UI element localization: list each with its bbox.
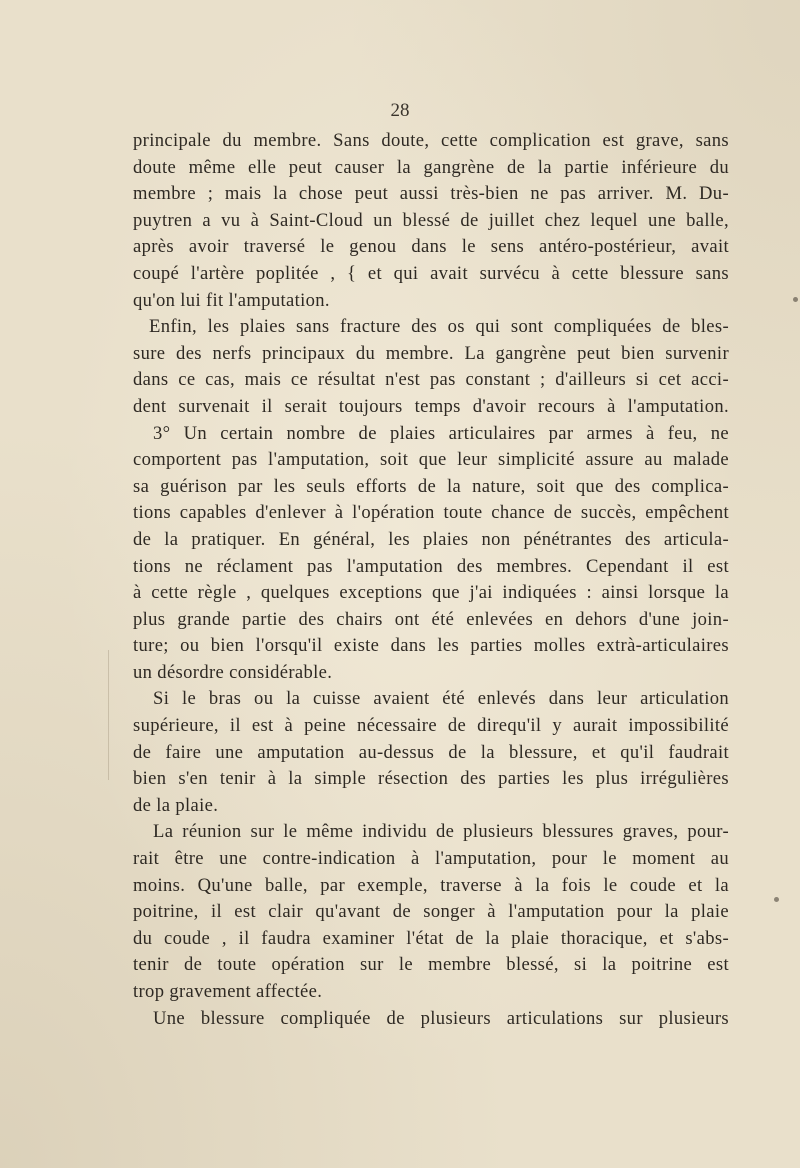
text-line: tenir de toute opération sur le membre blessé, si la poitrine est (133, 954, 729, 976)
text-line: doute même elle peut causer la gangrène de la partie inférieure du (133, 156, 729, 178)
text-line: qu'on lui fit l'amputation. (133, 289, 330, 311)
margin-speck (774, 897, 779, 902)
text-line: plus grande partie des chairs ont été enlevées en dehors d'une join- (133, 608, 729, 630)
paper-crease (108, 650, 109, 780)
text-line: dent survenait il serait toujours temps d'avoir recours à l'amputation. (133, 395, 729, 417)
text-line: de la pratiquer. En général, les plaies non pénétrantes des articula- (133, 528, 729, 550)
text-line: à cette règle , quelques exceptions que j'ai indiquées : ainsi lorsque la (133, 582, 729, 604)
text-line: coupé l'artère poplitée , { et qui avait survécu à cette blessure sans (133, 262, 729, 284)
page-number: 28 (390, 100, 410, 121)
paragraph-start: 3° Un certain nombre de plaies articulaires par armes à feu, ne (153, 422, 729, 444)
text-line: sure des nerfs principaux du membre. La gangrène peut bien survenir (133, 342, 729, 364)
text-line: dans ce cas, mais ce résultat n'est pas constant ; d'ailleurs si cet acci- (133, 369, 729, 391)
body-text (133, 128, 729, 1032)
text-line: tions capables d'enlever à l'opération toute chance de succès, empêchent (133, 502, 729, 524)
text-line: du coude , il faudra examiner l'état de la plaie thoracique, et s'abs- (133, 927, 729, 949)
margin-speck (793, 297, 798, 302)
text-line: tions ne réclament pas l'amputation des membres. Cependant il est (133, 555, 729, 577)
text-line: supérieure, il est à peine nécessaire de direqu'il y aurait impossibilité (133, 715, 729, 737)
paragraph-start: Enfin, les plaies sans fracture des os qui sont compliquées de bles- (149, 316, 729, 338)
text-line: puytren a vu à Saint-Cloud un blessé de juillet chez lequel une balle, (133, 209, 729, 231)
text-line: après avoir traversé le genou dans le sens antéro-postérieur, avait (133, 236, 729, 258)
text-line: un désordre considérable. (133, 661, 333, 683)
text-line: bien s'en tenir à la simple résection des parties les plus irrégulières (133, 768, 729, 790)
text-line: membre ; mais la chose peut aussi très-bien ne pas arriver. M. Du- (133, 183, 729, 205)
text-line: principale du membre. Sans doute, cette complication est grave, sans (133, 130, 729, 151)
text-line: sa guérison par les seuls efforts de la nature, soit que des complica- (133, 475, 729, 497)
text-line: poitrine, il est clair qu'avant de songer à l'amputation pour la plaie (133, 901, 729, 923)
text-line: comportent pas l'amputation, soit que leur simplicité assure au malade (133, 449, 729, 471)
text-line: trop gravement affectée. (133, 981, 323, 1002)
paragraph-start: Si le bras ou la cuisse avaient été enlevés dans leur articulation (153, 688, 729, 710)
text-line: de faire une amputation au-dessus de la blessure, et qu'il faudrait (133, 741, 729, 763)
text-line: ture; ou bien l'orsqu'il existe dans les parties molles extrà-articulaires (133, 635, 729, 657)
text-line: rait être une contre-indication à l'amputation, pour le moment au (133, 848, 729, 870)
paragraph-start: Une blessure compliquée de plusieurs articulations sur plusieurs (153, 1007, 729, 1029)
paragraph-start: La réunion sur le même individu de plusieurs blessures graves, pour- (153, 821, 729, 843)
text-line: de la plaie. (133, 794, 219, 816)
text-line: moins. Qu'une balle, par exemple, traverse à la fois le coude et la (133, 874, 729, 896)
